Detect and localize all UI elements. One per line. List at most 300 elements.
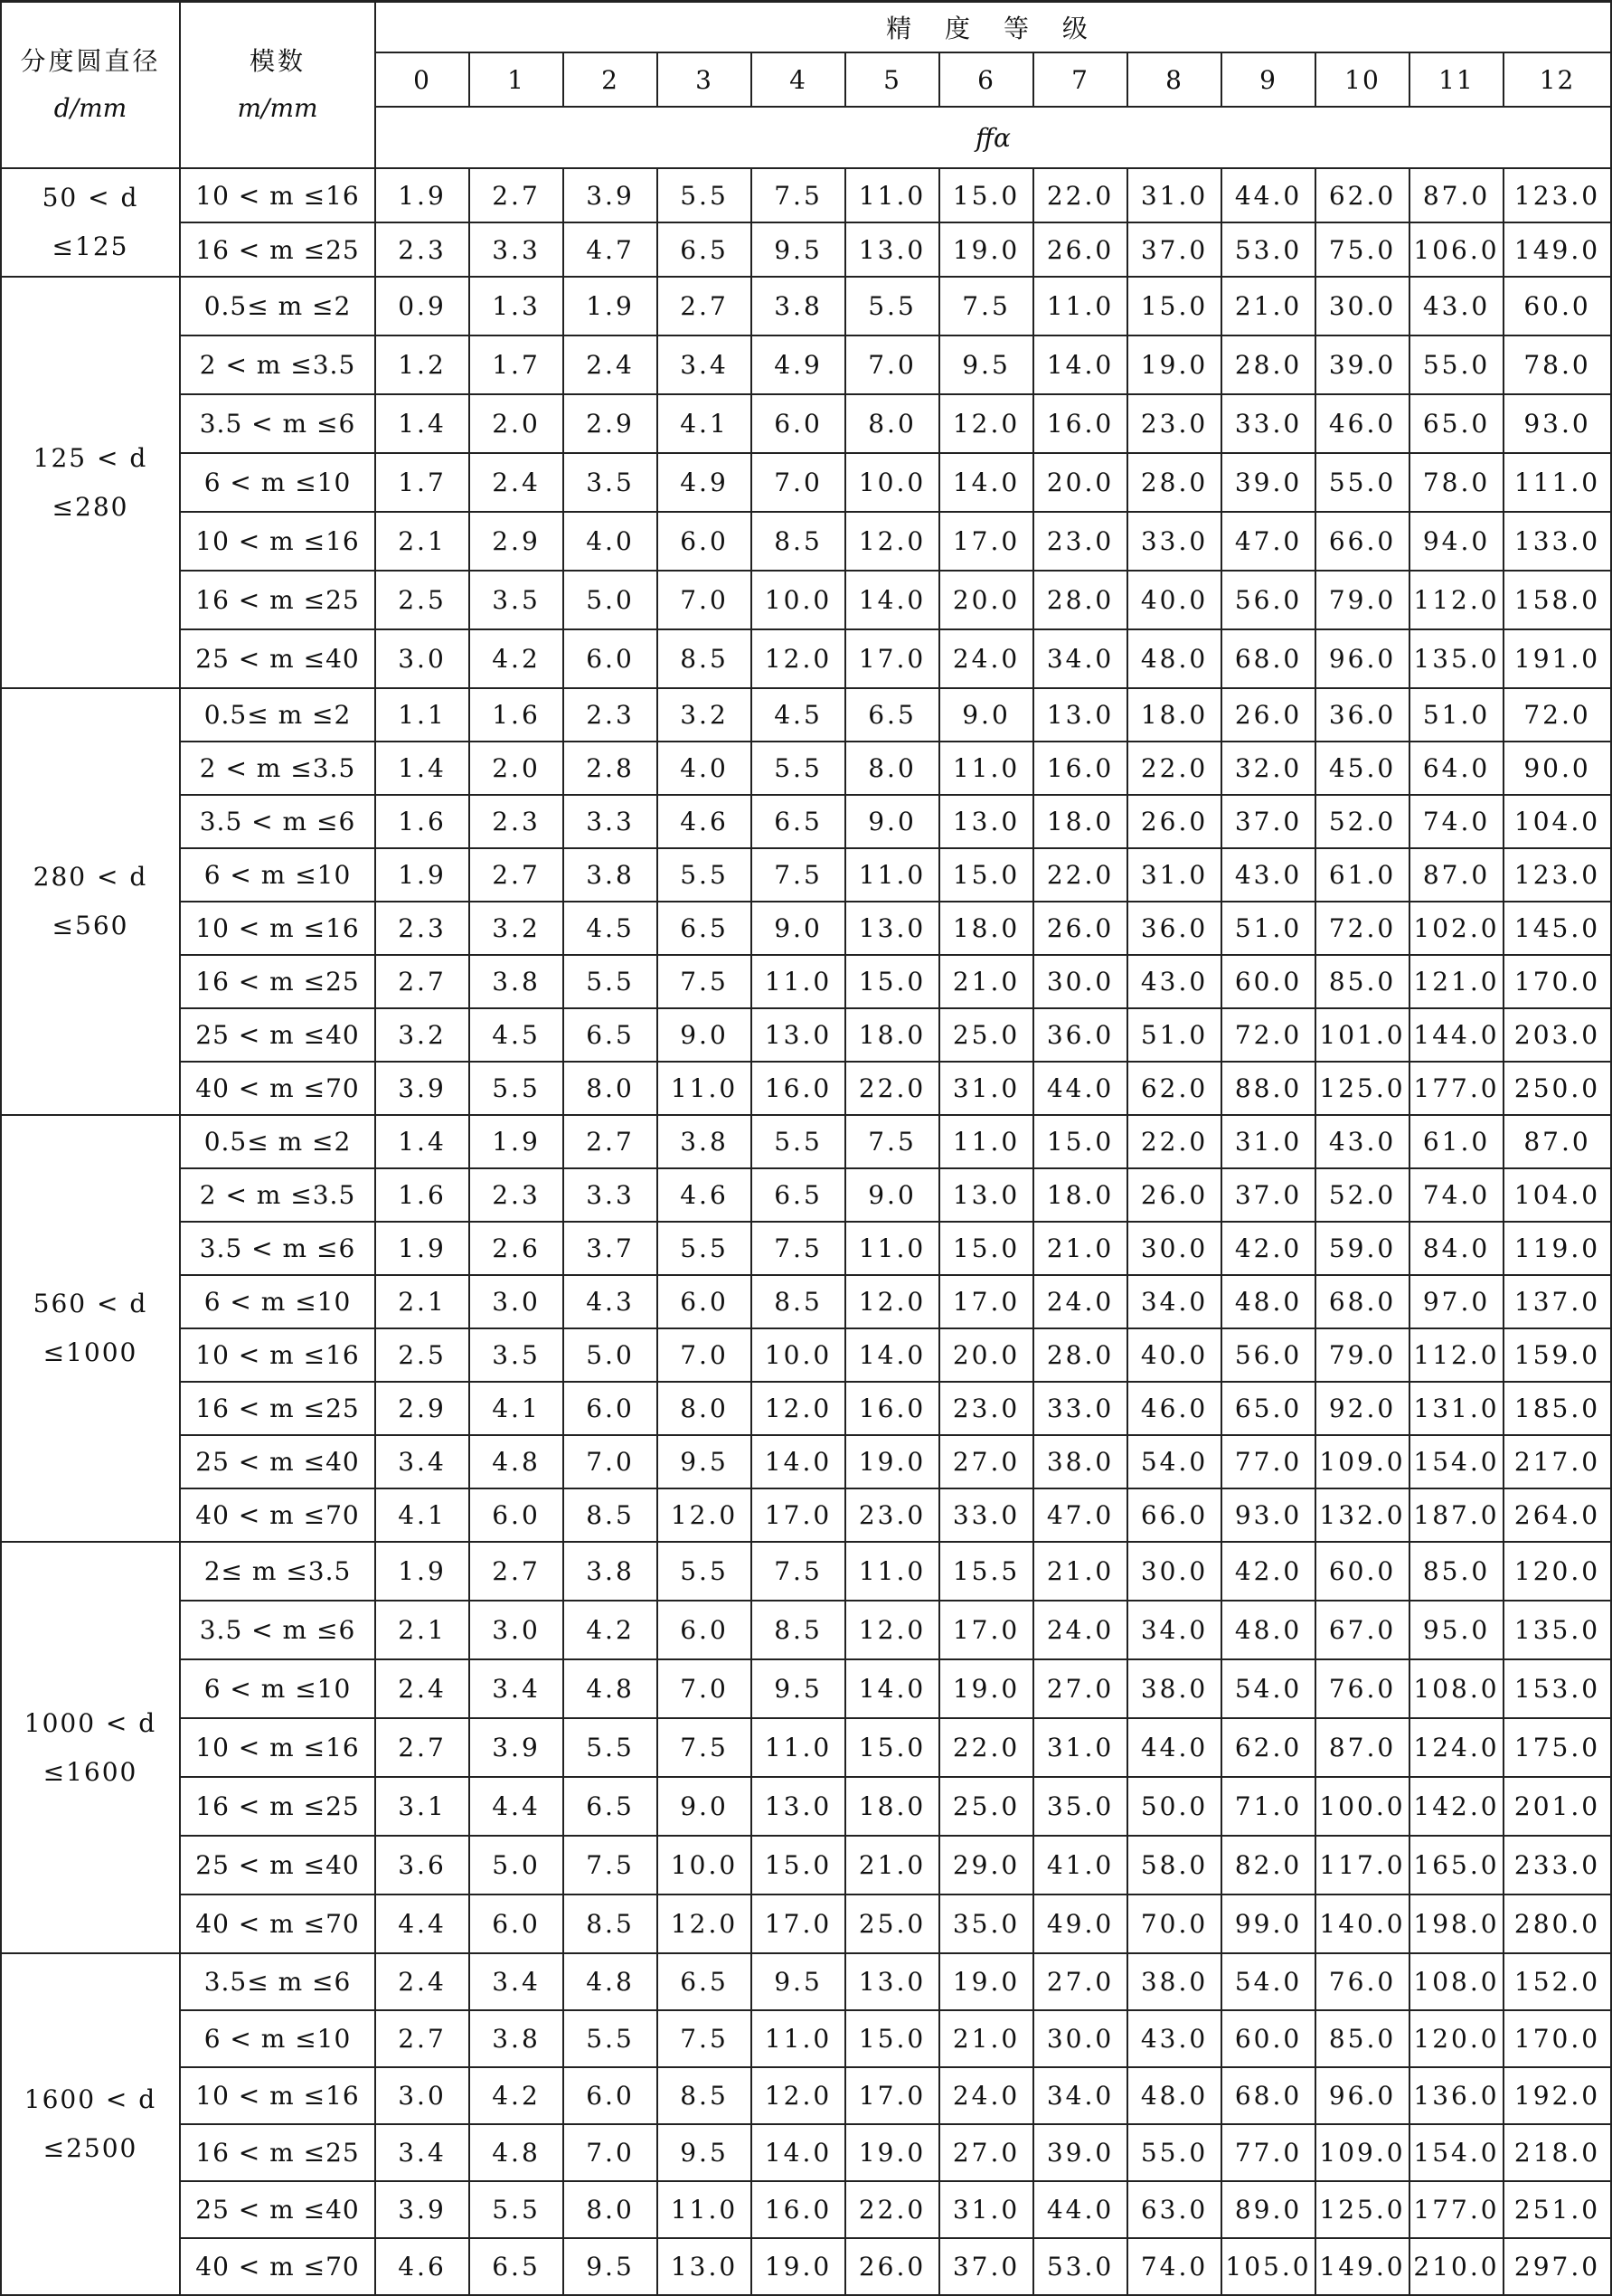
tolerance-value-cell: 4.3 <box>563 1275 657 1328</box>
tolerance-value-cell: 76.0 <box>1315 1659 1409 1718</box>
tolerance-value-cell: 12.0 <box>939 394 1033 453</box>
table-row <box>1 2238 1611 2295</box>
tolerance-value-cell: 192.0 <box>1504 2067 1611 2124</box>
tolerance-value-cell: 56.0 <box>1221 1328 1315 1382</box>
tolerance-value-cell: 84.0 <box>1409 1222 1504 1275</box>
tolerance-value-cell: 6.0 <box>563 2067 657 2124</box>
tolerance-value-cell: 13.0 <box>657 2238 751 2295</box>
tolerance-value-cell: 55.0 <box>1127 2124 1221 2181</box>
tolerance-value-cell: 96.0 <box>1315 2067 1409 2124</box>
tolerance-value-cell: 4.9 <box>751 335 845 394</box>
tolerance-value-cell: 30.0 <box>1033 2010 1127 2067</box>
tolerance-value-cell: 35.0 <box>939 1894 1033 1953</box>
tolerance-value-cell: 120.0 <box>1409 2010 1504 2067</box>
diameter-range-cell: 1600 < d ≤2500 <box>1 1953 180 2295</box>
module-range-cell: 10 < m ≤16 <box>180 2067 375 2124</box>
tolerance-value-cell: 87.0 <box>1504 1115 1611 1168</box>
tolerance-value-cell: 26.0 <box>845 2238 939 2295</box>
tolerance-value-cell: 3.6 <box>375 1836 469 1894</box>
tolerance-value-cell: 53.0 <box>1033 2238 1127 2295</box>
tolerance-value-cell: 3.8 <box>563 1542 657 1601</box>
tolerance-value-cell: 1.6 <box>469 688 563 742</box>
tolerance-value-cell: 97.0 <box>1409 1275 1504 1328</box>
tolerance-value-cell: 78.0 <box>1504 335 1611 394</box>
tolerance-value-cell: 177.0 <box>1409 1062 1504 1115</box>
tolerance-value-cell: 67.0 <box>1315 1601 1409 1659</box>
tolerance-value-cell: 6.5 <box>657 222 751 277</box>
tolerance-value-cell: 31.0 <box>1127 168 1221 222</box>
module-range-cell: 0.5≤ m ≤2 <box>180 688 375 742</box>
tolerance-value-cell: 56.0 <box>1221 571 1315 629</box>
tolerance-value-cell: 4.6 <box>657 795 751 848</box>
tolerance-value-cell: 3.1 <box>375 1777 469 1836</box>
tolerance-value-cell: 9.5 <box>751 1659 845 1718</box>
tolerance-value-cell: 13.0 <box>845 222 939 277</box>
tolerance-value-cell: 22.0 <box>1033 848 1127 902</box>
tolerance-value-cell: 17.0 <box>845 2067 939 2124</box>
tolerance-value-cell: 9.0 <box>845 1168 939 1222</box>
tolerance-value-cell: 34.0 <box>1127 1601 1221 1659</box>
module-range-cell: 25 < m ≤40 <box>180 1836 375 1894</box>
tolerance-value-cell: 28.0 <box>1033 1328 1127 1382</box>
tolerance-value-cell: 13.0 <box>939 795 1033 848</box>
tolerance-value-cell: 3.5 <box>563 453 657 512</box>
tolerance-value-cell: 1.4 <box>375 1115 469 1168</box>
tolerance-value-cell: 233.0 <box>1504 1836 1611 1894</box>
tolerance-value-cell: 5.5 <box>563 2010 657 2067</box>
tolerance-value-cell: 7.0 <box>657 571 751 629</box>
tolerance-value-cell: 5.0 <box>563 571 657 629</box>
tolerance-value-cell: 10.0 <box>751 1328 845 1382</box>
tolerance-value-cell: 14.0 <box>845 1659 939 1718</box>
tolerance-value-cell: 15.0 <box>939 1222 1033 1275</box>
tolerance-value-cell: 15.0 <box>939 168 1033 222</box>
tolerance-value-cell: 112.0 <box>1409 571 1504 629</box>
tolerance-value-cell: 8.0 <box>563 2181 657 2238</box>
tolerance-value-cell: 54.0 <box>1221 1953 1315 2010</box>
tolerance-value-cell: 2.7 <box>563 1115 657 1168</box>
tolerance-value-cell: 13.0 <box>751 1008 845 1062</box>
tolerance-value-cell: 26.0 <box>1127 1168 1221 1222</box>
tolerance-value-cell: 108.0 <box>1409 1953 1504 2010</box>
module-range-cell: 2≤ m ≤3.5 <box>180 1542 375 1601</box>
tolerance-value-cell: 20.0 <box>939 571 1033 629</box>
tolerance-value-cell: 3.5 <box>469 571 563 629</box>
module-range-cell: 16 < m ≤25 <box>180 222 375 277</box>
tolerance-value-cell: 38.0 <box>1127 1953 1221 2010</box>
diameter-range-cell: 125 < d ≤280 <box>1 277 180 688</box>
tolerance-value-cell: 2.7 <box>375 955 469 1008</box>
tolerance-value-cell: 6.0 <box>657 1275 751 1328</box>
tolerance-value-cell: 28.0 <box>1221 335 1315 394</box>
module-range-cell: 6 < m ≤10 <box>180 1659 375 1718</box>
tolerance-value-cell: 121.0 <box>1409 955 1504 1008</box>
tolerance-value-cell: 12.0 <box>657 1894 751 1953</box>
tolerance-value-cell: 39.0 <box>1033 2124 1127 2181</box>
tolerance-value-cell: 1.6 <box>375 795 469 848</box>
tolerance-value-cell: 4.2 <box>469 629 563 688</box>
tolerance-value-cell: 66.0 <box>1127 1488 1221 1542</box>
tolerance-value-cell: 62.0 <box>1315 168 1409 222</box>
tolerance-value-cell: 9.0 <box>657 1777 751 1836</box>
module-range-cell: 3.5 < m ≤6 <box>180 1222 375 1275</box>
tolerance-value-cell: 6.0 <box>657 1601 751 1659</box>
grade-header-2: 2 <box>563 52 657 107</box>
tolerance-value-cell: 136.0 <box>1409 2067 1504 2124</box>
tolerance-value-cell: 1.9 <box>563 277 657 335</box>
tolerance-value-cell: 170.0 <box>1504 2010 1611 2067</box>
tolerance-value-cell: 30.0 <box>1127 1542 1221 1601</box>
table-row <box>1 571 1611 629</box>
tolerance-value-cell: 23.0 <box>1127 394 1221 453</box>
tolerance-value-cell: 3.9 <box>469 1718 563 1777</box>
tolerance-value-cell: 120.0 <box>1504 1542 1611 1601</box>
tolerance-value-cell: 72.0 <box>1504 688 1611 742</box>
table-row <box>1 1328 1611 1382</box>
table-row <box>1 742 1611 795</box>
table-row <box>1 222 1611 277</box>
tolerance-value-cell: 3.4 <box>469 1659 563 1718</box>
tolerance-value-cell: 26.0 <box>1221 688 1315 742</box>
table-row <box>1 1382 1611 1435</box>
tolerance-value-cell: 2.5 <box>375 571 469 629</box>
tolerance-value-cell: 19.0 <box>845 1435 939 1488</box>
module-range-cell: 40 < m ≤70 <box>180 2238 375 2295</box>
tolerance-value-cell: 19.0 <box>939 1953 1033 2010</box>
tolerance-value-cell: 4.1 <box>375 1488 469 1542</box>
tolerance-value-cell: 1.9 <box>469 1115 563 1168</box>
tolerance-value-cell: 29.0 <box>939 1836 1033 1894</box>
tolerance-value-cell: 3.4 <box>375 1435 469 1488</box>
tolerance-value-cell: 132.0 <box>1315 1488 1409 1542</box>
tolerance-value-cell: 5.5 <box>657 848 751 902</box>
tolerance-value-cell: 7.0 <box>563 1435 657 1488</box>
tolerance-value-cell: 144.0 <box>1409 1008 1504 1062</box>
tolerance-value-cell: 12.0 <box>657 1488 751 1542</box>
tolerance-value-cell: 1.2 <box>375 335 469 394</box>
tolerance-value-cell: 19.0 <box>1127 335 1221 394</box>
tolerance-value-cell: 7.5 <box>751 848 845 902</box>
tolerance-value-cell: 39.0 <box>1221 453 1315 512</box>
tolerance-value-cell: 79.0 <box>1315 1328 1409 1382</box>
tolerance-value-cell: 5.5 <box>469 2181 563 2238</box>
tolerance-value-cell: 77.0 <box>1221 1435 1315 1488</box>
tolerance-value-cell: 65.0 <box>1221 1382 1315 1435</box>
tolerance-value-cell: 6.0 <box>657 512 751 571</box>
tolerance-value-cell: 12.0 <box>751 1382 845 1435</box>
tolerance-value-cell: 65.0 <box>1409 394 1504 453</box>
tolerance-value-cell: 7.0 <box>657 1328 751 1382</box>
tolerance-value-cell: 27.0 <box>939 2124 1033 2181</box>
module-range-cell: 0.5≤ m ≤2 <box>180 277 375 335</box>
tolerance-value-cell: 7.0 <box>845 335 939 394</box>
tolerance-value-cell: 25.0 <box>845 1894 939 1953</box>
tolerance-value-cell: 250.0 <box>1504 1062 1611 1115</box>
tolerance-value-cell: 4.4 <box>469 1777 563 1836</box>
tolerance-value-cell: 297.0 <box>1504 2238 1611 2295</box>
tolerance-value-cell: 47.0 <box>1221 512 1315 571</box>
tolerance-value-cell: 4.8 <box>563 1659 657 1718</box>
tolerance-value-cell: 6.0 <box>563 1382 657 1435</box>
module-range-cell: 16 < m ≤25 <box>180 1777 375 1836</box>
tolerance-value-cell: 159.0 <box>1504 1328 1611 1382</box>
module-range-cell: 10 < m ≤16 <box>180 512 375 571</box>
table-row <box>1 2010 1611 2067</box>
tolerance-value-cell: 3.2 <box>657 688 751 742</box>
tolerance-value-cell: 43.0 <box>1315 1115 1409 1168</box>
tolerance-value-cell: 1.9 <box>375 848 469 902</box>
table-row <box>1 1062 1611 1115</box>
tolerance-value-cell: 96.0 <box>1315 629 1409 688</box>
tolerance-value-cell: 85.0 <box>1315 955 1409 1008</box>
tolerance-value-cell: 5.5 <box>469 1062 563 1115</box>
module-range-cell: 10 < m ≤16 <box>180 1328 375 1382</box>
tolerance-value-cell: 4.0 <box>657 742 751 795</box>
tolerance-value-cell: 99.0 <box>1221 1894 1315 1953</box>
tolerance-value-cell: 6.5 <box>751 1168 845 1222</box>
tolerance-value-cell: 2.9 <box>563 394 657 453</box>
tolerance-value-cell: 17.0 <box>939 512 1033 571</box>
tolerance-value-cell: 30.0 <box>1033 955 1127 1008</box>
tolerance-value-cell: 9.5 <box>563 2238 657 2295</box>
tolerance-value-cell: 175.0 <box>1504 1718 1611 1777</box>
tolerance-value-cell: 2.7 <box>469 1542 563 1601</box>
tolerance-value-cell: 2.7 <box>657 277 751 335</box>
tolerance-value-cell: 78.0 <box>1409 453 1504 512</box>
tolerance-value-cell: 85.0 <box>1409 1542 1504 1601</box>
table-row <box>1 1718 1611 1777</box>
tolerance-value-cell: 5.5 <box>845 277 939 335</box>
tolerance-value-cell: 24.0 <box>1033 1275 1127 1328</box>
tolerance-value-cell: 15.0 <box>845 955 939 1008</box>
tolerance-value-cell: 4.9 <box>657 453 751 512</box>
tolerance-value-cell: 22.0 <box>1127 742 1221 795</box>
tolerance-value-cell: 142.0 <box>1409 1777 1504 1836</box>
tolerance-value-cell: 14.0 <box>751 1435 845 1488</box>
tolerance-value-cell: 40.0 <box>1127 1328 1221 1382</box>
tolerance-value-cell: 11.0 <box>751 2010 845 2067</box>
table-row <box>1 902 1611 955</box>
tolerance-value-cell: 48.0 <box>1221 1601 1315 1659</box>
tolerance-value-cell: 22.0 <box>1127 1115 1221 1168</box>
tolerance-value-cell: 154.0 <box>1409 1435 1504 1488</box>
tolerance-value-cell: 51.0 <box>1221 902 1315 955</box>
tolerance-value-cell: 15.0 <box>1127 277 1221 335</box>
tolerance-value-cell: 3.5 <box>469 1328 563 1382</box>
tolerance-value-cell: 10.0 <box>657 1836 751 1894</box>
tolerance-value-cell: 12.0 <box>845 512 939 571</box>
tolerance-value-cell: 54.0 <box>1127 1435 1221 1488</box>
diameter-range-cell: 50 < d ≤125 <box>1 168 180 277</box>
tolerance-value-cell: 7.5 <box>657 955 751 1008</box>
tolerance-value-cell: 4.8 <box>563 1953 657 2010</box>
tolerance-value-cell: 264.0 <box>1504 1488 1611 1542</box>
tolerance-value-cell: 4.8 <box>469 2124 563 2181</box>
table-row <box>1 795 1611 848</box>
grade-title: 精 度 等 级 <box>375 2 1611 53</box>
module-range-cell: 25 < m ≤40 <box>180 1008 375 1062</box>
tolerance-value-cell: 3.7 <box>563 1222 657 1275</box>
tolerance-value-cell: 60.0 <box>1221 955 1315 1008</box>
tolerance-value-cell: 16.0 <box>1033 394 1127 453</box>
module-range-cell: 25 < m ≤40 <box>180 1435 375 1488</box>
tolerance-value-cell: 109.0 <box>1315 1435 1409 1488</box>
tolerance-value-cell: 19.0 <box>939 222 1033 277</box>
diameter-range-cell: 280 < d ≤560 <box>1 688 180 1115</box>
table-row <box>1 2124 1611 2181</box>
table-row <box>1 512 1611 571</box>
module-range-cell: 3.5 < m ≤6 <box>180 795 375 848</box>
module-range-cell: 16 < m ≤25 <box>180 1382 375 1435</box>
tolerance-value-cell: 17.0 <box>939 1601 1033 1659</box>
tolerance-value-cell: 1.6 <box>375 1168 469 1222</box>
module-range-cell: 40 < m ≤70 <box>180 1062 375 1115</box>
tolerance-value-cell: 66.0 <box>1315 512 1409 571</box>
table-row <box>1 629 1611 688</box>
tolerance-value-cell: 117.0 <box>1315 1836 1409 1894</box>
tolerance-value-cell: 36.0 <box>1033 1008 1127 1062</box>
table-row <box>1 168 1611 222</box>
tolerance-value-cell: 18.0 <box>1033 1168 1127 1222</box>
tolerance-value-cell: 37.0 <box>1221 795 1315 848</box>
tolerance-value-cell: 8.0 <box>563 1062 657 1115</box>
tolerance-value-cell: 20.0 <box>939 1328 1033 1382</box>
tolerance-value-cell: 11.0 <box>657 2181 751 2238</box>
tolerance-value-cell: 251.0 <box>1504 2181 1611 2238</box>
tolerance-value-cell: 34.0 <box>1033 2067 1127 2124</box>
tolerance-value-cell: 6.0 <box>751 394 845 453</box>
tolerance-value-cell: 177.0 <box>1409 2181 1504 2238</box>
module-header-label: 模数 <box>249 46 306 76</box>
tolerance-value-cell: 22.0 <box>845 2181 939 2238</box>
tolerance-value-cell: 5.5 <box>657 1222 751 1275</box>
table-row <box>1 2181 1611 2238</box>
tolerance-value-cell: 5.0 <box>469 1836 563 1894</box>
tolerance-value-cell: 44.0 <box>1033 1062 1127 1115</box>
tolerance-value-cell: 38.0 <box>1127 1659 1221 1718</box>
table-row <box>1 1542 1611 1601</box>
tolerance-value-cell: 125.0 <box>1315 1062 1409 1115</box>
tolerance-value-cell: 39.0 <box>1315 335 1409 394</box>
tolerance-value-cell: 7.5 <box>751 1222 845 1275</box>
tolerance-value-cell: 28.0 <box>1033 571 1127 629</box>
tolerance-value-cell: 87.0 <box>1409 848 1504 902</box>
tolerance-value-cell: 11.0 <box>657 1062 751 1115</box>
tolerance-value-cell: 95.0 <box>1409 1601 1504 1659</box>
tolerance-value-cell: 79.0 <box>1315 571 1409 629</box>
tolerance-value-cell: 1.9 <box>375 1542 469 1601</box>
tolerance-value-cell: 31.0 <box>1033 1718 1127 1777</box>
tolerance-value-cell: 27.0 <box>1033 1953 1127 2010</box>
tolerance-value-cell: 34.0 <box>1127 1275 1221 1328</box>
tolerance-value-cell: 4.5 <box>469 1008 563 1062</box>
tolerance-value-cell: 48.0 <box>1127 2067 1221 2124</box>
grade-header-8: 8 <box>1127 52 1221 107</box>
tolerance-value-cell: 2.7 <box>375 1718 469 1777</box>
tolerance-value-cell: 94.0 <box>1409 512 1504 571</box>
tolerance-value-cell: 2.1 <box>375 1275 469 1328</box>
tolerance-value-cell: 27.0 <box>939 1435 1033 1488</box>
tolerance-value-cell: 17.0 <box>751 1488 845 1542</box>
tolerance-value-cell: 6.5 <box>657 902 751 955</box>
tolerance-value-cell: 22.0 <box>1033 168 1127 222</box>
tolerance-value-cell: 22.0 <box>939 1718 1033 1777</box>
tolerance-value-cell: 33.0 <box>1221 394 1315 453</box>
tolerance-value-cell: 9.5 <box>939 335 1033 394</box>
tolerance-value-cell: 4.0 <box>563 512 657 571</box>
table-row <box>1 1115 1611 1168</box>
tolerance-value-cell: 19.0 <box>751 2238 845 2295</box>
tolerance-value-cell: 62.0 <box>1127 1062 1221 1115</box>
grade-header-1: 1 <box>469 52 563 107</box>
tolerance-value-cell: 21.0 <box>939 2010 1033 2067</box>
tolerance-value-cell: 16.0 <box>845 1382 939 1435</box>
tolerance-value-cell: 34.0 <box>1033 629 1127 688</box>
tolerance-value-cell: 3.8 <box>469 955 563 1008</box>
tolerance-value-cell: 7.0 <box>657 1659 751 1718</box>
tolerance-value-cell: 52.0 <box>1315 1168 1409 1222</box>
tolerance-value-cell: 72.0 <box>1221 1008 1315 1062</box>
tolerance-value-cell: 9.5 <box>657 1435 751 1488</box>
grade-header-4: 4 <box>751 52 845 107</box>
grade-header-11: 11 <box>1409 52 1504 107</box>
tolerance-value-cell: 2.6 <box>469 1222 563 1275</box>
grade-header-9: 9 <box>1221 52 1315 107</box>
tolerance-value-cell: 6.5 <box>657 1953 751 2010</box>
tolerance-value-cell: 64.0 <box>1409 742 1504 795</box>
tolerance-value-cell: 105.0 <box>1221 2238 1315 2295</box>
tolerance-value-cell: 4.1 <box>469 1382 563 1435</box>
module-range-cell: 3.5 < m ≤6 <box>180 1601 375 1659</box>
tolerance-value-cell: 72.0 <box>1315 902 1409 955</box>
tolerance-value-cell: 280.0 <box>1504 1894 1611 1953</box>
tolerance-value-cell: 76.0 <box>1315 1953 1409 2010</box>
grade-header-0: 0 <box>375 52 469 107</box>
tolerance-value-cell: 19.0 <box>939 1659 1033 1718</box>
tolerance-value-cell: 133.0 <box>1504 512 1611 571</box>
tolerance-value-cell: 8.5 <box>751 512 845 571</box>
tolerance-value-cell: 119.0 <box>1504 1222 1611 1275</box>
tolerance-value-cell: 9.0 <box>657 1008 751 1062</box>
tolerance-value-cell: 68.0 <box>1221 629 1315 688</box>
tolerance-value-cell: 3.3 <box>563 795 657 848</box>
tolerance-value-cell: 5.5 <box>657 1542 751 1601</box>
tolerance-value-cell: 11.0 <box>1033 277 1127 335</box>
tolerance-value-cell: 20.0 <box>1033 453 1127 512</box>
tolerance-value-cell: 8.5 <box>657 629 751 688</box>
tolerance-value-cell: 4.7 <box>563 222 657 277</box>
tolerance-value-cell: 21.0 <box>1033 1542 1127 1601</box>
tolerance-value-cell: 135.0 <box>1504 1601 1611 1659</box>
tolerance-value-cell: 18.0 <box>1033 795 1127 848</box>
tolerance-value-cell: 1.7 <box>469 335 563 394</box>
tolerance-value-cell: 18.0 <box>1127 688 1221 742</box>
diameter-range-cell: 1000 < d ≤1600 <box>1 1542 180 1953</box>
tolerance-value-cell: 26.0 <box>1033 902 1127 955</box>
tolerance-value-cell: 15.0 <box>751 1836 845 1894</box>
tolerance-value-cell: 3.3 <box>563 1168 657 1222</box>
tolerance-value-cell: 42.0 <box>1221 1222 1315 1275</box>
tolerance-value-cell: 123.0 <box>1504 848 1611 902</box>
tolerance-value-cell: 15.0 <box>1033 1115 1127 1168</box>
table-row <box>1 1222 1611 1275</box>
tolerance-value-cell: 8.0 <box>657 1382 751 1435</box>
tolerance-value-cell: 23.0 <box>1033 512 1127 571</box>
tolerance-value-cell: 71.0 <box>1221 1777 1315 1836</box>
tolerance-value-cell: 2.1 <box>375 1601 469 1659</box>
table-row <box>1 394 1611 453</box>
tolerance-value-cell: 9.0 <box>751 902 845 955</box>
